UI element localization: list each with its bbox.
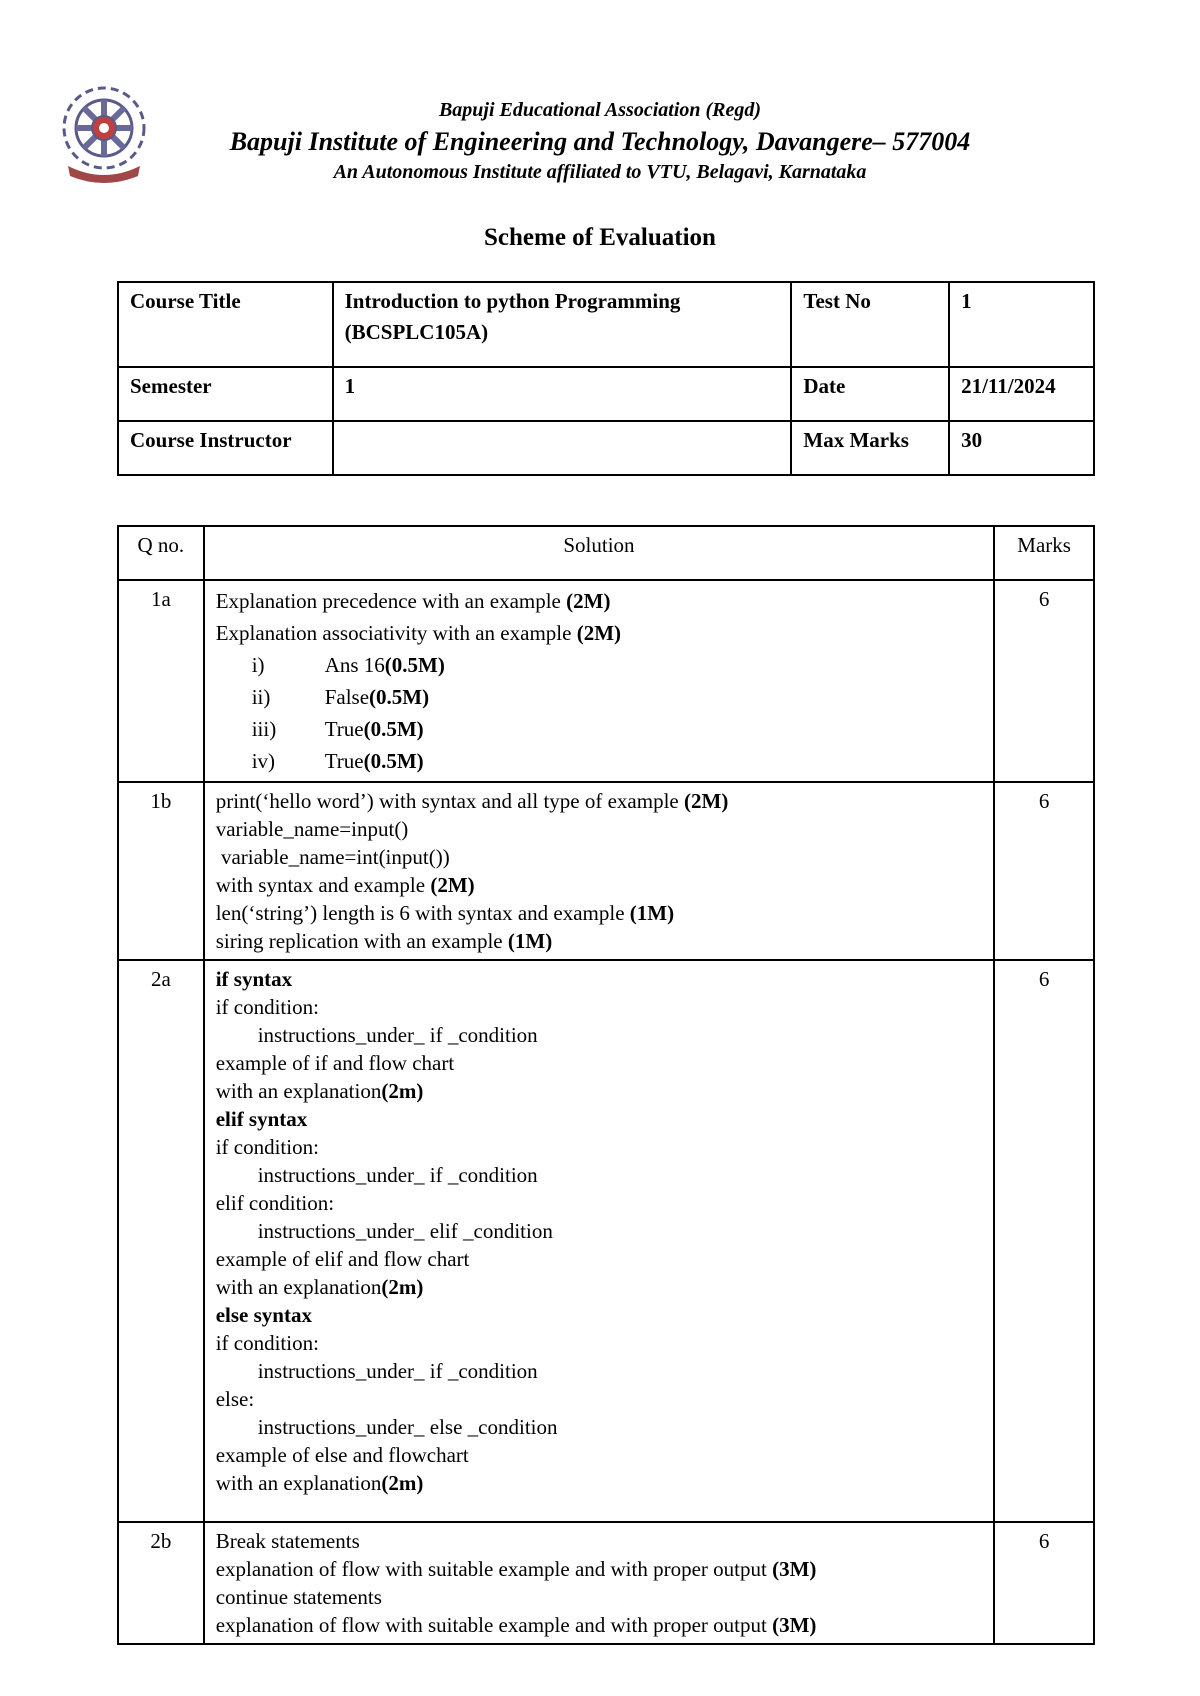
- solution-line: explanation of flow with suitable example and with proper output (3M): [215, 1557, 817, 1581]
- instructor-value: [333, 421, 792, 475]
- marks-cell: 6: [994, 580, 1094, 782]
- solution-cell: [204, 960, 995, 1522]
- solution-line: explanation of flow with suitable example and with proper output (3M): [215, 1613, 817, 1637]
- table-row: [118, 1522, 1094, 1644]
- solution-cell: [204, 782, 995, 960]
- solution-line: if condition:: [215, 995, 319, 1019]
- affiliation-line: An Autonomous Institute affiliated to VTU, Belagavi, Karnataka: [333, 161, 867, 183]
- solution-line: variable_name=input(): [215, 817, 409, 841]
- solution-line: Explanation precedence with an example (2M): [215, 589, 611, 613]
- marks-cell: 6: [994, 782, 1094, 960]
- table-row: [118, 580, 1094, 782]
- qno-header: Q no.: [118, 526, 204, 580]
- solution-line: example of elif and flow chart: [215, 1247, 470, 1271]
- instructor-label: Course Instructor: [118, 421, 333, 475]
- solution-line: example of else and flowchart: [215, 1443, 469, 1467]
- solution-line: with an explanation(2m): [215, 1079, 424, 1103]
- solution-line: instructions_under_ elif _condition: [257, 1219, 553, 1243]
- date-value: 21/11/2024: [949, 367, 1094, 421]
- solution-line: Break statements: [215, 1529, 360, 1553]
- sub-answer: iii) True (0.5M): [251, 717, 424, 741]
- solution-line: with syntax and example (2M): [215, 873, 475, 897]
- solution-line: Explanation associativity with an example (2M): [215, 621, 622, 645]
- solution-line: instructions_under_ if _condition: [257, 1163, 538, 1187]
- solution-line: with an explanation(2m): [215, 1275, 424, 1299]
- course-title-line-1: Introduction to python Programming: [344, 289, 681, 313]
- sub-answer: i) Ans 16 (0.5M): [251, 653, 445, 677]
- solution-line: else:: [215, 1387, 255, 1411]
- qno-cell: 1b: [118, 782, 204, 960]
- course-title-label: Course Title: [118, 282, 333, 367]
- course-title-line-2: (BCSPLC105A): [344, 320, 489, 344]
- qno-cell: 2a: [118, 960, 204, 1522]
- test-no-value: 1: [949, 282, 1094, 367]
- sub-answer: ii) False (0.5M): [251, 685, 430, 709]
- qno-cell: 2b: [118, 1522, 204, 1644]
- table-row: [118, 960, 1094, 1522]
- solution-line: len(‘string’) length is 6 with syntax and example (1M): [215, 901, 675, 925]
- solution-line: instructions_under_ if _condition: [257, 1023, 538, 1047]
- document-title: Scheme of Evaluation: [484, 224, 716, 251]
- sub-answer: iv) True (0.5M): [251, 749, 424, 773]
- course-title-value: [333, 282, 792, 367]
- solution-cell: [204, 580, 995, 782]
- semester-value: 1: [333, 367, 792, 421]
- solution-line: if condition:: [215, 1135, 319, 1159]
- course-info-table: [117, 281, 1095, 476]
- solution-line: continue statements: [215, 1585, 382, 1609]
- elif-syntax-heading: elif syntax: [215, 1107, 308, 1131]
- if-syntax-heading: if syntax: [215, 967, 293, 991]
- semester-label: Semester: [118, 367, 333, 421]
- solution-cell: [204, 1522, 995, 1644]
- qno-cell: 1a: [118, 580, 204, 782]
- solution-line: print(‘hello word’) with syntax and all type of example (2M): [215, 789, 729, 813]
- solution-line: instructions_under_ if _condition: [257, 1359, 538, 1383]
- date-label: Date: [791, 367, 949, 421]
- solution-line: with an explanation(2m): [215, 1471, 424, 1495]
- solutions-table: [117, 525, 1095, 1645]
- marks-header: Marks: [994, 526, 1094, 580]
- solution-line: instructions_under_ else _condition: [257, 1415, 558, 1439]
- test-no-label: Test No: [791, 282, 949, 367]
- max-marks-label: Max Marks: [791, 421, 949, 475]
- institute-name: Bapuji Institute of Engineering and Technology, Davangere– 577004: [229, 127, 971, 156]
- association-name: Bapuji Educational Association (Regd): [438, 99, 762, 121]
- table-row: [118, 782, 1094, 960]
- institute-logo: [52, 80, 156, 184]
- solution-line: example of if and flow chart: [215, 1051, 455, 1075]
- solution-line: if condition:: [215, 1331, 319, 1355]
- marks-cell: 6: [994, 1522, 1094, 1644]
- solution-line: variable_name=int(input()): [215, 845, 450, 869]
- solution-header: Solution: [204, 526, 995, 580]
- max-marks-value: 30: [949, 421, 1094, 475]
- solution-line: elif condition:: [215, 1191, 335, 1215]
- else-syntax-heading: else syntax: [215, 1303, 312, 1327]
- solution-line: siring replication with an example (1M): [215, 929, 553, 953]
- marks-cell: 6: [994, 960, 1094, 1522]
